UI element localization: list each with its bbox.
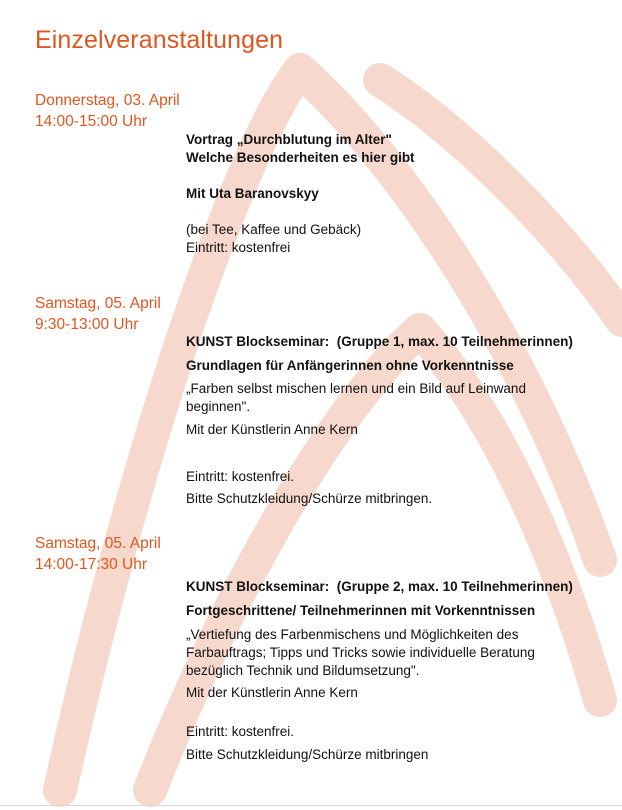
event-3-time: 14:00-17:30 Uhr xyxy=(35,556,148,573)
event-3-quote-line-2: Farbauftrags; Tipps und Tricks sowie individuelle Beratung xyxy=(186,645,535,660)
event-1-admission: Eintritt: kostenfrei xyxy=(186,240,291,255)
event-3-heading: KUNST Blockseminar: (Gruppe 2, max. 10 Teilnehmerinnen) xyxy=(186,579,573,594)
event-2-subheading: Grundlagen für Anfängerinnen ohne Vorkenntnisse xyxy=(186,358,514,373)
event-2-heading: KUNST Blockseminar: (Gruppe 1, max. 10 Teilnehmerinnen) xyxy=(186,334,573,349)
event-3-artist: Mit der Künstlerin Anne Kern xyxy=(186,685,358,700)
event-1-extra: (bei Tee, Kaffee und Gebäck) xyxy=(186,222,362,237)
event-1-date: Donnerstag, 03. April xyxy=(35,92,180,109)
event-2-admission: Eintritt: kostenfrei. xyxy=(186,469,295,484)
event-2-artist: Mit der Künstlerin Anne Kern xyxy=(186,422,358,437)
event-3-note: Bitte Schutzkleidung/Schürze mitbringen xyxy=(186,747,429,762)
event-1-speaker: Mit Uta Baranovskyy xyxy=(186,186,319,201)
event-3-quote-line-3: bezüglich Technik und Bildumsetzung". xyxy=(186,663,420,678)
event-1-time: 14:00-15:00 Uhr xyxy=(35,113,148,130)
event-3-admission: Eintritt: kostenfrei. xyxy=(186,724,295,739)
page-title: Einzelveranstaltungen xyxy=(35,26,284,54)
event-2-note: Bitte Schutzkleidung/Schürze mitbringen. xyxy=(186,491,433,506)
event-2-quote-line-1: „Farben selbst mischen lernen und ein Bild auf Leinwand xyxy=(186,381,526,396)
event-3-date: Samstag, 05. April xyxy=(35,535,161,552)
event-3-quote-line-1: „Vertiefung des Farbenmischens und Möglichkeiten des xyxy=(186,627,519,642)
page-bottom-divider xyxy=(0,805,622,806)
event-3-subheading: Fortgeschrittene/ Teilnehmerinnen mit Vorkenntnissen xyxy=(186,603,536,618)
event-2-date: Samstag, 05. April xyxy=(35,295,161,312)
event-2-quote-line-2: beginnen". xyxy=(186,399,251,414)
event-1-subtitle: Welche Besonderheiten es hier gibt xyxy=(186,150,415,165)
event-1-title: Vortrag „Durchblutung im Alter" xyxy=(186,132,392,147)
event-2-time: 9:30-13:00 Uhr xyxy=(35,316,139,333)
